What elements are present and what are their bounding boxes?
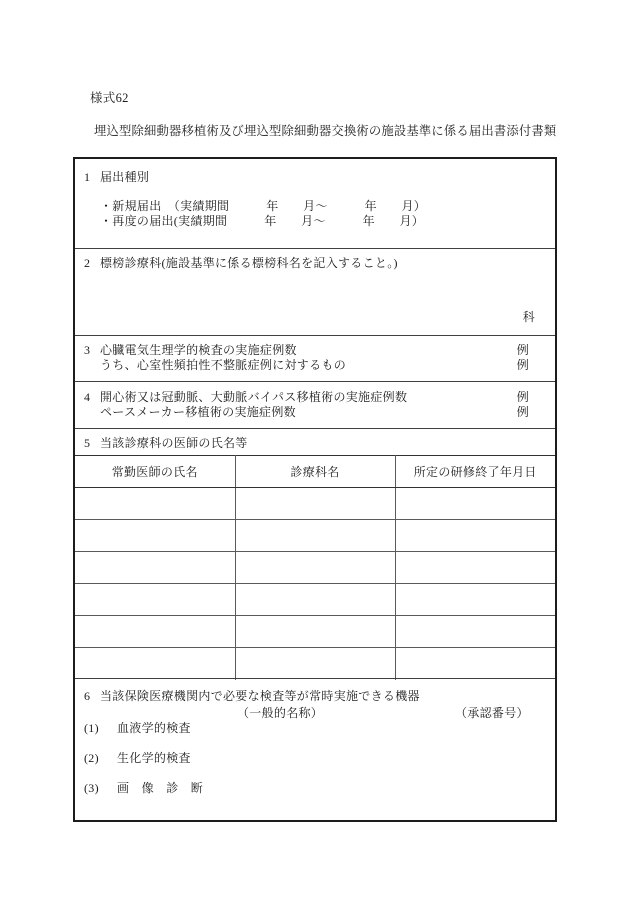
table-cell (395, 584, 555, 616)
table-row (75, 584, 555, 616)
section2-heading: 標榜診療科(施設基準に係る標榜科名を記入すること。) (100, 256, 398, 270)
item2-label: 生化学的検査 (117, 751, 191, 765)
table-row (75, 616, 555, 648)
section-doctor-names (75, 428, 555, 678)
section-clinical-departments (75, 248, 555, 335)
section-notification-type (75, 159, 555, 248)
table-cell (235, 648, 395, 680)
section3-line2 (84, 358, 529, 373)
doctor-table-header-row (75, 456, 555, 488)
section4-line1-label: 開心術又は冠動脈、大動脈バイパス移植術の実施症例数 (100, 390, 408, 404)
table-cell (75, 616, 235, 648)
section5-number: 5 (84, 436, 91, 450)
item1-number: (1) (84, 721, 99, 735)
table-cell (75, 584, 235, 616)
section3-line2-unit: 例 (516, 357, 529, 372)
section-open-heart-surgery-cases (75, 381, 555, 428)
table-cell (235, 488, 395, 520)
section1-heading: 届出種別 (100, 170, 150, 184)
section4-line2 (84, 405, 529, 420)
doctor-table-body (75, 488, 555, 680)
table-cell (395, 616, 555, 648)
department-unit-label: 科 (522, 310, 535, 324)
document-title: 埋込型除細動器移植術及び埋込型除細動器交換術の施設基準に係る届出書添付書類 (94, 124, 557, 138)
section2-number: 2 (84, 256, 91, 270)
option-re-notification: ・再度の届出(実績期間 年 月～ 年 月） (100, 213, 425, 228)
section1-number: 1 (84, 170, 91, 184)
section4-number: 4 (84, 390, 91, 404)
table-cell (235, 616, 395, 648)
section1-heading-row (84, 170, 529, 184)
table-cell (75, 520, 235, 552)
table-cell (75, 648, 235, 680)
equipment-item-biochemistry (84, 752, 529, 765)
section5-heading-row (75, 429, 555, 455)
section5-heading: 当該診療科の医師の氏名等 (100, 436, 248, 450)
section6-number: 6 (84, 689, 91, 703)
column-header-training-completion-date: 所定の研修終了年月日 (395, 456, 555, 488)
generic-name-column-label: （一般的名称） (237, 706, 324, 720)
table-row (75, 552, 555, 584)
item1-label: 血液学的検査 (117, 721, 191, 735)
table-cell (75, 552, 235, 584)
form-outline-box (73, 157, 557, 822)
table-cell (235, 520, 395, 552)
section3-line1-unit: 例 (516, 343, 529, 357)
table-row (75, 488, 555, 520)
equipment-item-imaging (84, 782, 529, 795)
section-available-equipment (75, 678, 555, 820)
table-cell (395, 552, 555, 584)
table-row (75, 520, 555, 552)
table-cell (395, 648, 555, 680)
equipment-item-hematology (84, 722, 529, 735)
table-cell (235, 552, 395, 584)
approval-number-column-label: （承認番号） (455, 706, 529, 720)
table-cell (395, 520, 555, 552)
table-cell (235, 584, 395, 616)
column-header-doctor-name: 常勤医師の氏名 (75, 456, 235, 488)
table-cell (395, 488, 555, 520)
option-new-notification: ・新規届出 （実績期間 年 月～ 年 月） (100, 199, 427, 213)
section6-heading: 当該保険医療機関内で必要な検査等が常時実施できる機器 (100, 689, 420, 703)
item2-number: (2) (84, 751, 99, 765)
section-electrophysiology-cases (75, 335, 555, 381)
doctor-table (75, 455, 555, 680)
section4-line1 (84, 390, 529, 405)
form-code: 様式62 (90, 91, 129, 105)
section4-line1-unit: 例 (516, 390, 529, 404)
section6-heading-row (84, 689, 529, 703)
section3-line1-label: 心臓電気生理学的検査の実施症例数 (100, 343, 297, 357)
table-row (75, 648, 555, 680)
table-cell (75, 488, 235, 520)
section3-line2-label: うち、心室性頻拍性不整脈症例に対するもの (100, 357, 347, 372)
notification-options (84, 199, 529, 228)
column-header-department-name: 診療科名 (235, 456, 395, 488)
section3-number: 3 (84, 343, 91, 357)
item3-number: (3) (84, 781, 99, 795)
section3-line1 (84, 343, 529, 358)
section4-line2-label: ペースメーカー移植術の実施症例数 (100, 404, 296, 419)
item3-label: 画 像 診 断 (117, 781, 204, 795)
equipment-item-list (84, 722, 529, 795)
section2-heading-row (84, 256, 529, 270)
section4-line2-unit: 例 (516, 404, 529, 419)
